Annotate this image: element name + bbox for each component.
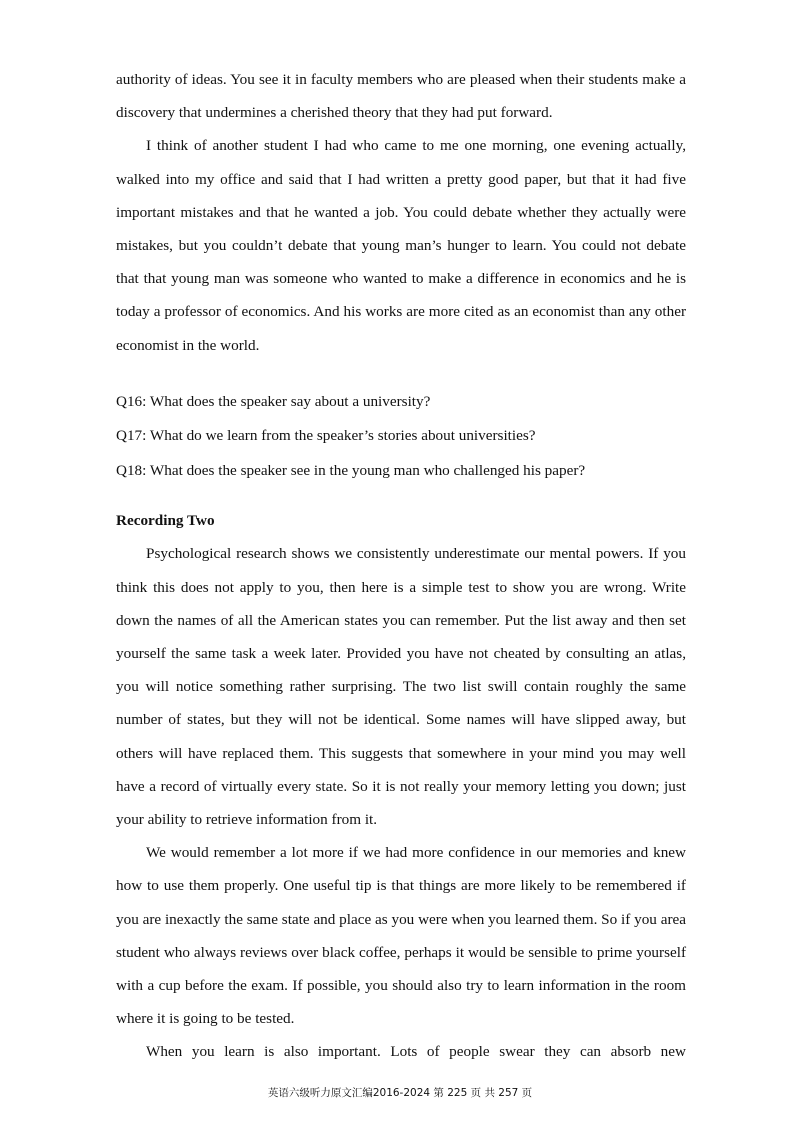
- body-paragraph-5: When you learn is also important. Lots of people swear they can absorb new: [146, 1043, 686, 1061]
- document-page: [116, 63, 686, 1069]
- page-footer: 英语六级听力原文汇编2016-2024 第 225 页 共 257 页: [267, 1087, 533, 1099]
- section-heading: Recording Two: [116, 512, 215, 530]
- question-q17: Q17: What do we learn from the speaker’s stories about universities?: [116, 427, 536, 445]
- body-paragraph-3: Psychological research shows we consistently underestimate our mental powers. If you think this does not apply to you, then here is a simple test to show you are wrong. Write down the names of all the American states you can remember. Put the list away and then set yourself the same task a week later. Provided you have not cheated by consulting an atlas, you will notice something rather surprising. The two list swill contain roughly the same number of states, but they will not be identical. Some names will have slipped away, but others will have replaced them. This suggests that somewhere in your mind you may well have a record of virtually every state. So it is not really your memory letting you down; just your ability to retrieve information from it.: [116, 545, 686, 828]
- question-q16: Q16: What does the speaker say about a university?: [116, 392, 431, 410]
- body-paragraph-2: I think of another student I had who came to me one morning, one evening actually, walked into my office and said that I had written a pretty good paper, but that it had five important mistakes and that he wanted a job. You could debate whether they actually were mistakes, but you couldn’t debate that young man’s hunger to learn. You could not debate that that young man was someone who wanted to make a difference in economics and he is today a professor of economics. And his works are more cited as an economist than any other economist in the world.: [116, 137, 686, 354]
- question-q18: Q18: What does the speaker see in the young man who challenged his paper?: [116, 461, 586, 479]
- question-list: [116, 385, 686, 489]
- body-paragraph-4: We would remember a lot more if we had more confidence in our memories and knew how to use them properly. One useful tip is that things are more likely to be remembered if you are inexactly the same state and place as you were when you learned them. So if you area student who always reviews over black coffee, perhaps it would be sensible to prime yourself with a cup before the exam. If possible, you should also try to learn information in the room where it is going to be tested.: [116, 844, 686, 1028]
- body-paragraph-1: authority of ideas. You see it in faculty members who are pleased when their students make a discovery that undermines a cherished theory that they had put forward.: [116, 71, 686, 122]
